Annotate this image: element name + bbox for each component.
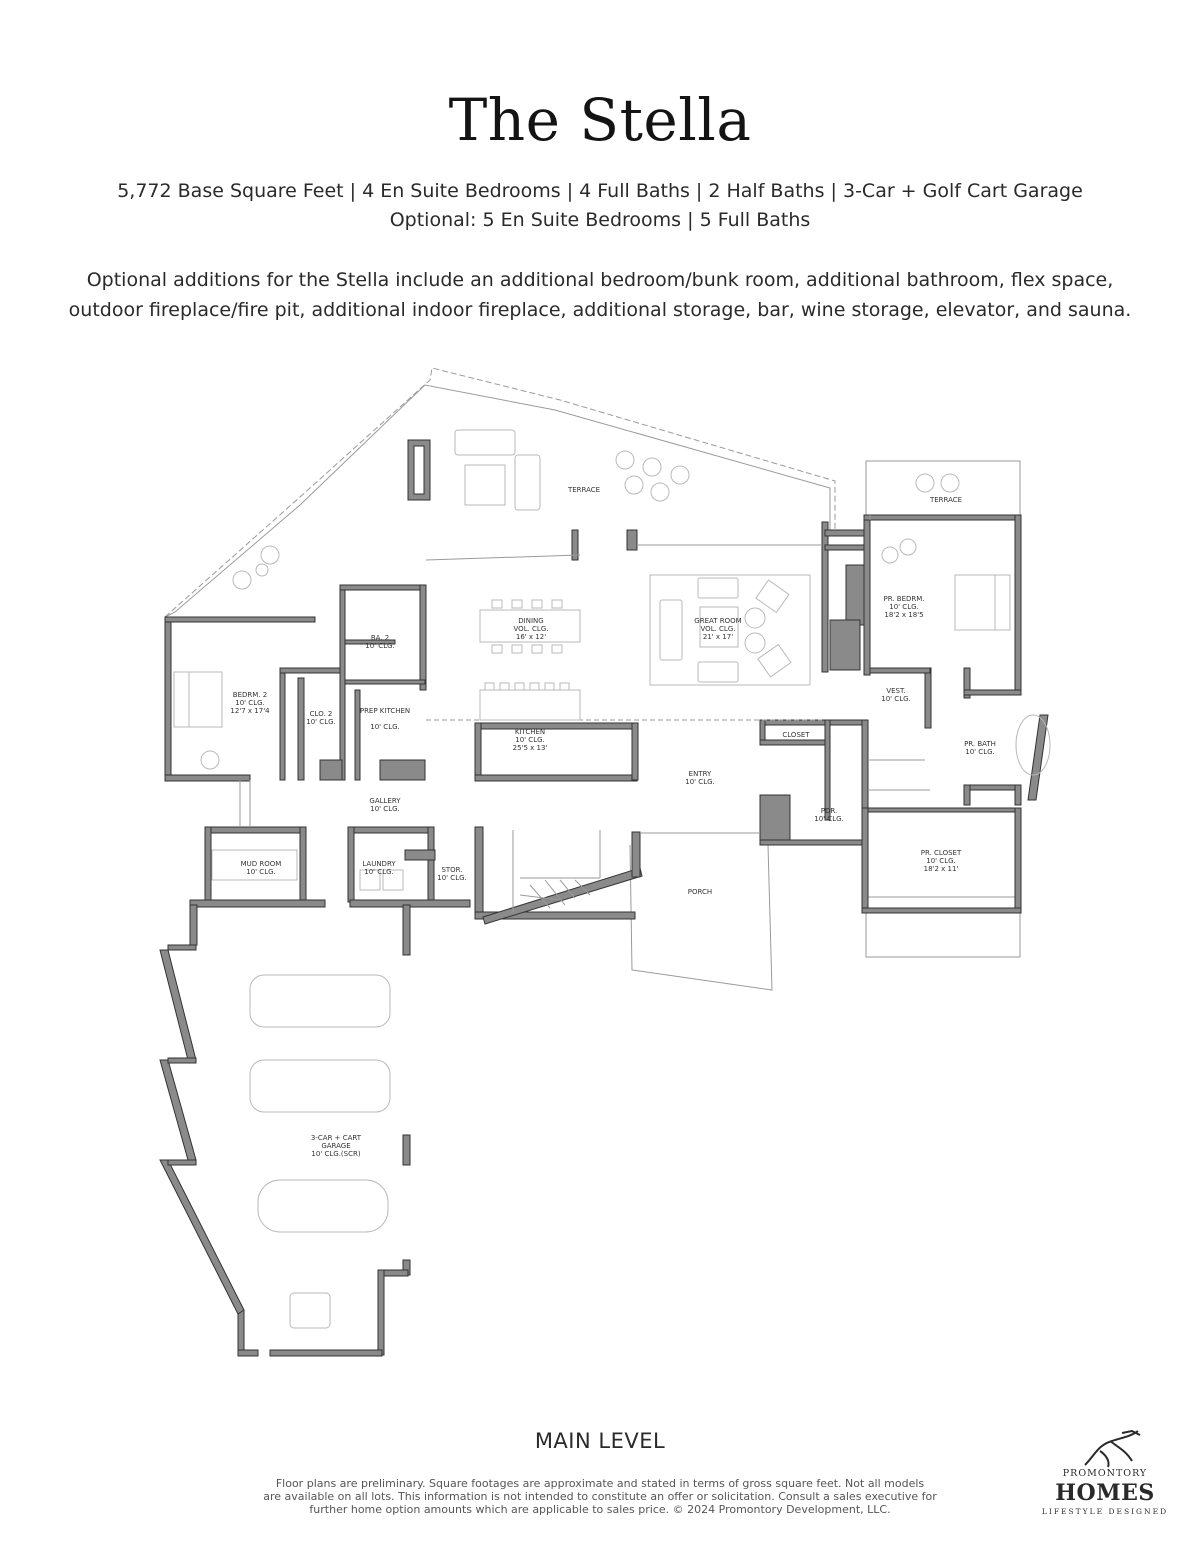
label-pr-bath: PR. BATH: [964, 740, 996, 748]
label-bedrm-2-ceiling: 10' CLG.: [235, 699, 265, 707]
terrace-outline: [165, 368, 1020, 990]
fireplace: [414, 446, 424, 494]
label-entry-ceiling: 10' CLG.: [685, 778, 715, 786]
label-entry: ENTRY: [688, 770, 712, 778]
label-great-room-ceiling: VOL. CLG.: [700, 625, 736, 633]
label-pr-closet-size: 18'2 x 11': [923, 865, 959, 873]
page-title: The Stella: [448, 86, 752, 154]
level-label: MAIN LEVEL: [534, 1429, 666, 1453]
walls: [160, 440, 1048, 1356]
label-dining-size: 16' x 12': [515, 633, 547, 641]
label-vest-ceiling: 10' CLG.: [881, 695, 911, 703]
label-pr-closet-ceiling: 10' CLG.: [926, 857, 956, 865]
label-gallery: GALLERY: [369, 797, 401, 805]
label-stor: STOR.: [441, 866, 463, 874]
label-vest: VEST.: [886, 687, 906, 695]
label-dining-ceiling: VOL. CLG.: [513, 625, 549, 633]
label-pr-bath-ceiling: 10' CLG.: [965, 748, 995, 756]
label-laundry-ceiling: 10' CLG.: [364, 868, 394, 876]
label-bedrm-2: BEDRM. 2: [232, 691, 268, 699]
logo-line-1: PROMONTORY: [1062, 1468, 1148, 1479]
label-porch: PORCH: [687, 888, 713, 896]
label-pr-bedrm-size: 18'2 x 18'5: [884, 611, 924, 619]
label-pdr: PDR.: [820, 807, 838, 815]
label-garage: 3-CAR + CART: [310, 1134, 362, 1142]
label-gallery-ceiling: 10' CLG.: [370, 805, 400, 813]
disclaimer-line-1: Floor plans are preliminary. Square footages are approximate and stated in terms of gross square feet. Not all models: [275, 1477, 925, 1490]
disclaimer-line-3: further home option amounts which are applicable to sales price. © 2024 Promontory Development, LLC.: [309, 1503, 891, 1516]
label-prep-kitchen-ceiling: 10' CLG.: [370, 723, 400, 731]
label-terrace: TERRACE: [567, 486, 601, 494]
horse-rider-icon: [1040, 1425, 1170, 1470]
promontory-homes-logo: [1040, 1425, 1170, 1535]
label-mud-room-ceiling: 10' CLG.: [246, 868, 276, 876]
label-kitchen-ceiling: 10' CLG.: [515, 736, 545, 744]
label-ba-2: BA. 2: [370, 634, 390, 642]
description-line-1: Optional additions for the Stella include an additional bedroom/bunk room, additional bathroom, flex space,: [86, 269, 1114, 291]
label-pr-bedrm: PR. BEDRM.: [883, 595, 925, 603]
spec-line-optional: Optional: 5 En Suite Bedrooms | 5 Full Baths: [389, 209, 811, 231]
label-ba-2-ceiling: 10' CLG.: [365, 642, 395, 650]
label-pr-bedrm-ceiling: 10' CLG.: [889, 603, 919, 611]
label-great-room: GREAT ROOM: [694, 617, 742, 625]
label-pdr-ceiling: 10' CLG.: [814, 815, 844, 823]
label-prep-kitchen: PREP KITCHEN: [359, 707, 411, 715]
label-great-room-size: 21' x 17': [702, 633, 734, 641]
label-terrace-2: TERRACE: [929, 496, 963, 504]
spec-line-base: 5,772 Base Square Feet | 4 En Suite Bedrooms | 4 Full Baths | 2 Half Baths | 3-Car + Golf Cart Garage: [117, 180, 1083, 202]
logo-line-2: HOMES: [1055, 1480, 1155, 1506]
disclaimer-line-2: are available on all lots. This information is not intended to constitute an offer or solicitation. Consult a sales executive for: [263, 1490, 937, 1503]
description-line-2: outdoor fireplace/fire pit, additional indoor fireplace, additional storage, bar, wine storage, elevator, and sauna.: [68, 299, 1132, 321]
label-kitchen-size: 25'5 x 13': [512, 744, 548, 752]
label-garage-ceiling: 10' CLG.(SCR): [311, 1150, 361, 1158]
label-mud-room: MUD ROOM: [240, 860, 282, 868]
label-bedrm-2-size: 12'7 x 17'4: [230, 707, 270, 715]
label-garage-2: GARAGE: [321, 1142, 351, 1150]
label-dining: DINING: [518, 617, 544, 625]
label-clo-2: CLO. 2: [309, 710, 333, 718]
label-closet: CLOSET: [782, 731, 810, 739]
label-pr-closet: PR. CLOSET: [920, 849, 962, 857]
label-laundry: LAUNDRY: [362, 860, 396, 868]
logo-line-3: LIFESTYLE DESIGNED: [1041, 1507, 1169, 1516]
label-stor-ceiling: 10' CLG.: [437, 874, 467, 882]
label-clo-2-ceiling: 10' CLG.: [306, 718, 336, 726]
label-kitchen: KITCHEN: [514, 728, 546, 736]
